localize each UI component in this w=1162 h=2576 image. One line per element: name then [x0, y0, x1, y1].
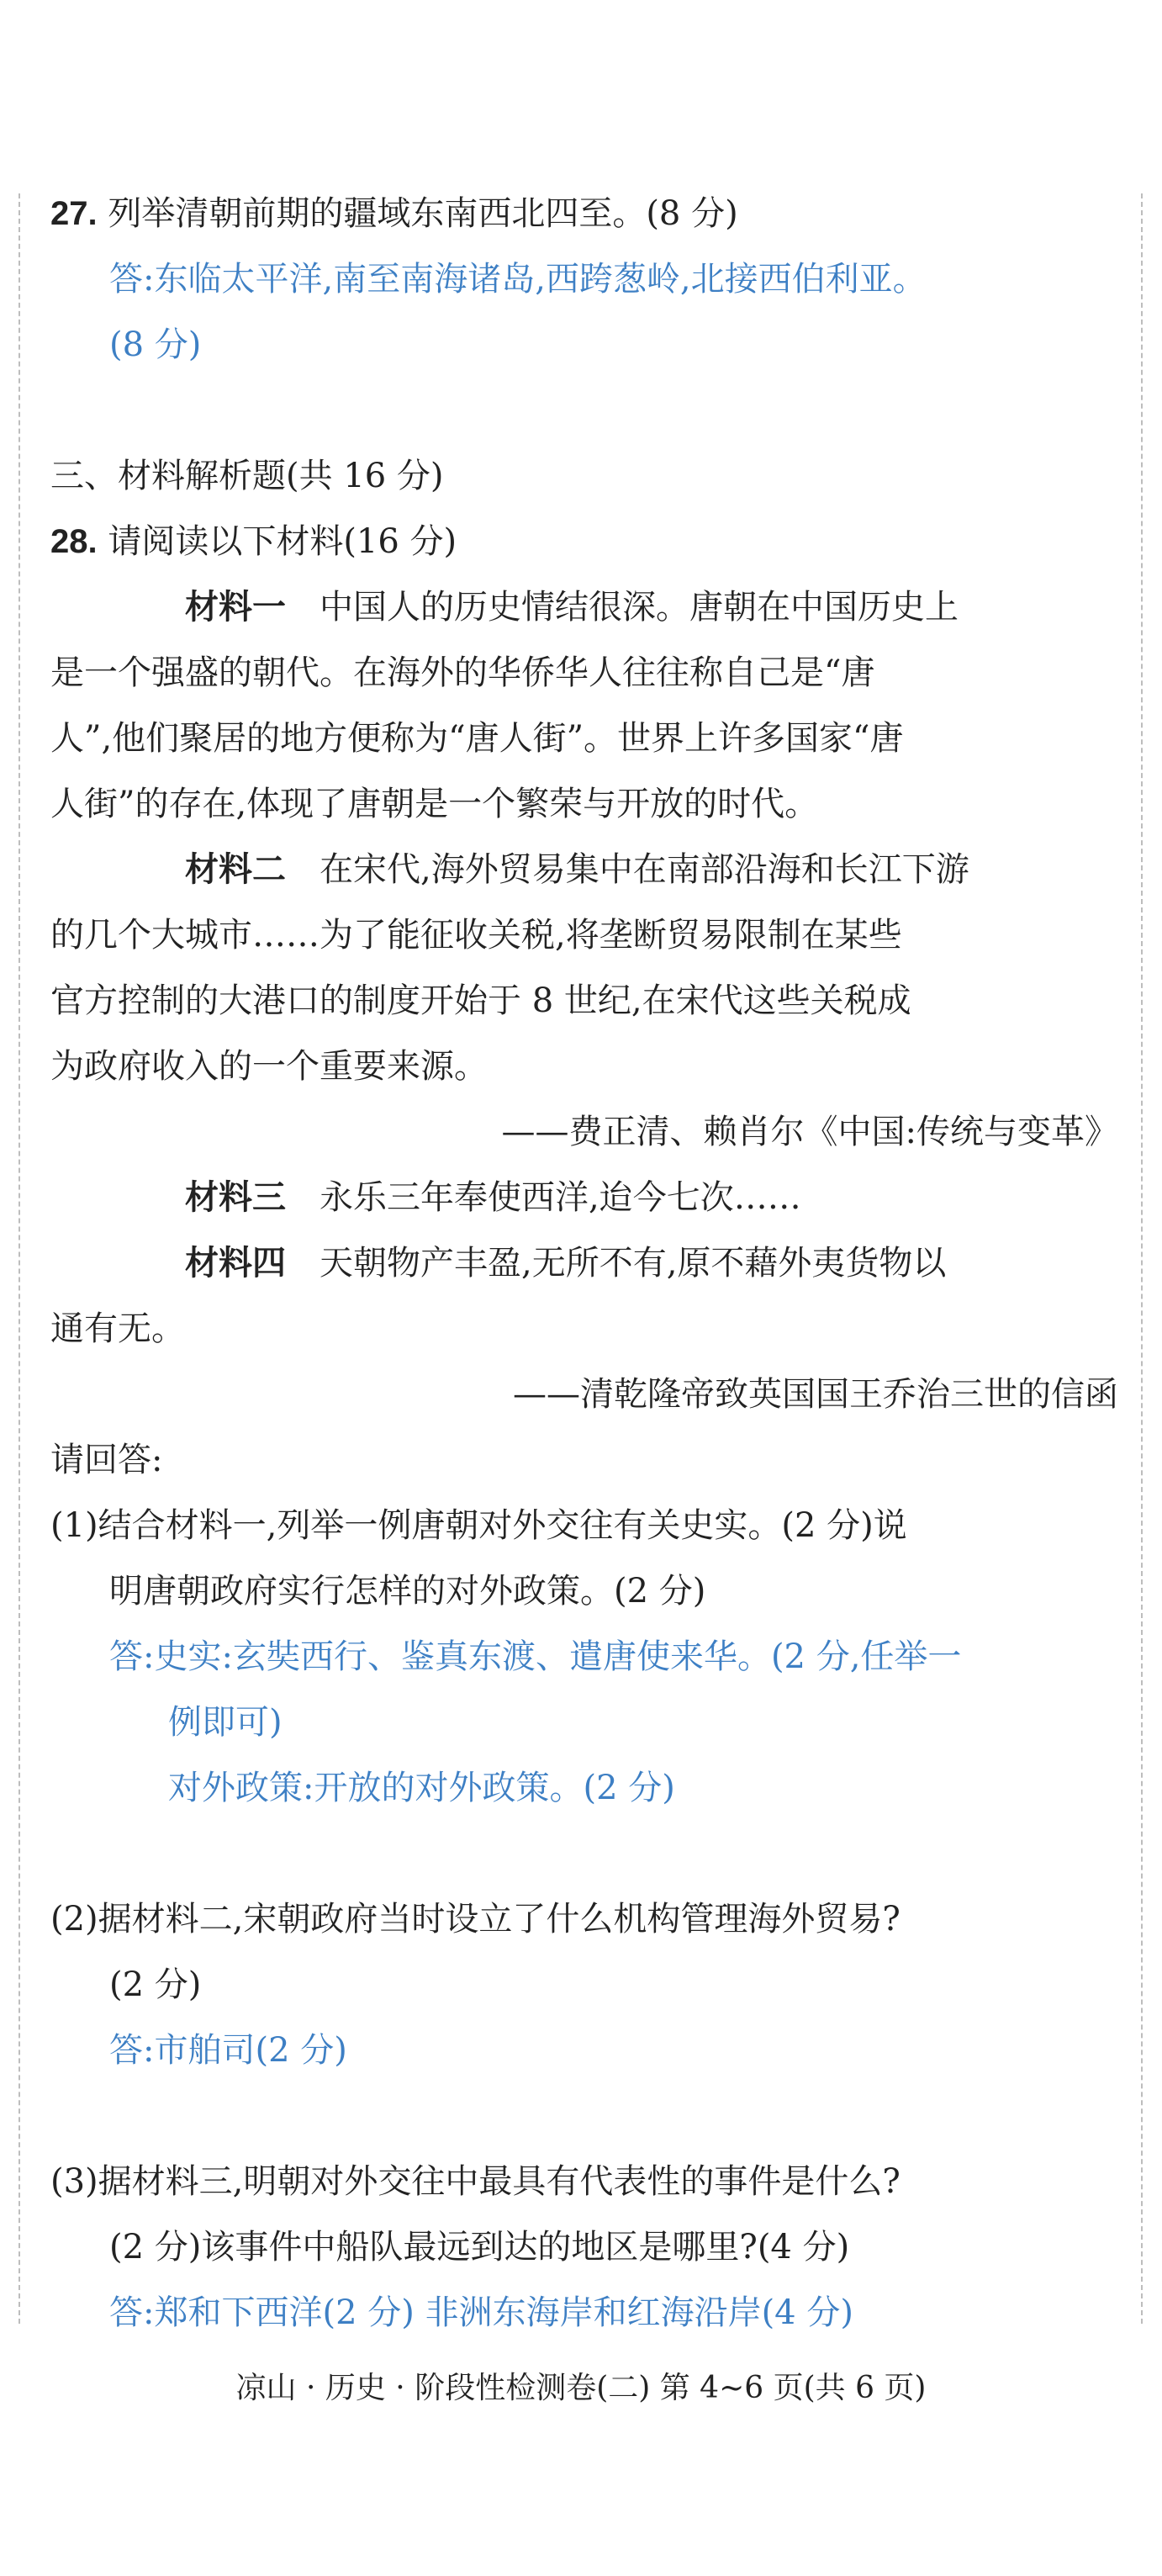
material1-text1: 中国人的历史情结很深。唐朝在中国历史上	[320, 588, 959, 627]
sub1-answer-line1: 答:史实:玄奘西行、鉴真东渡、遣唐使来华。(2 分,任举一	[109, 1637, 962, 1676]
material3-label: 材料三	[185, 1177, 286, 1217]
sub2-line2: (2 分)	[109, 1965, 202, 2004]
sub1-line1: (1)结合材料一,列举一例唐朝对外交往有关史实。(2 分)说	[50, 1506, 907, 1545]
material2-source: ——费正清、赖肖尔《中国:传统与变革》	[501, 1113, 1118, 1151]
material1-line4: 人街”的存在,体现了唐朝是一个繁荣与开放的时代。	[50, 785, 819, 823]
q27-number: 27.	[50, 195, 98, 232]
sub3-answer: 答:郑和下西洋(2 分) 非洲东海岸和红海沿岸(4 分)	[109, 2293, 853, 2332]
sub2-answer: 答:市舶司(2 分)	[109, 2031, 347, 2070]
page-content	[50, 181, 1118, 2346]
material3-line1	[50, 1165, 1118, 1230]
material2-line4: 为政府收入的一个重要来源。	[50, 1047, 488, 1086]
material3-text1: 永乐三年奉使西洋,迨今七次……	[320, 1178, 801, 1217]
sub1-answer-line2: 例即可)	[168, 1703, 283, 1742]
sub1-answer-line3: 对外政策:开放的对外政策。(2 分)	[168, 1769, 675, 1807]
sub2-line1: (2)据材料二,宋朝政府当时设立了什么机构管理海外贸易?	[50, 1900, 901, 1939]
q27-answer-line2: (8 分)	[109, 325, 202, 364]
binding-dash-right	[1141, 193, 1143, 2324]
q27-question-text: 列举清朝前期的疆域东南西北四至。(8 分)	[108, 194, 738, 233]
material1-line3: 人”,他们聚居的地方便称为“唐人街”。世界上许多国家“唐	[50, 719, 904, 758]
material1-line2: 是一个强盛的朝代。在海外的华侨华人往往称自己是“唐	[50, 653, 875, 692]
sub1-line2: 明唐朝政府实行怎样的对外政策。(2 分)	[109, 1572, 706, 1611]
q28-number: 28.	[50, 523, 98, 560]
q28-prompt-text: 请阅读以下材料(16 分)	[108, 522, 457, 561]
material2-line2: 的几个大城市……为了能征收关税,将垄断贸易限制在某些	[50, 916, 902, 955]
q27-question	[50, 181, 1118, 246]
sub3-line2: (2 分)该事件中船队最远到达的地区是哪里?(4 分)	[109, 2228, 850, 2267]
material2-text1: 在宋代,海外贸易集中在南部沿海和长江下游	[320, 850, 969, 889]
material2-line3: 官方控制的大港口的制度开始于 8 世纪,在宋代这些关税成	[50, 981, 911, 1020]
sub3-line1: (3)据材料三,明朝对外交往中最具有代表性的事件是什么?	[50, 2162, 901, 2201]
q28-prompt	[50, 509, 1118, 574]
material2-label: 材料二	[185, 849, 286, 889]
q27-answer-line1: 答:东临太平洋,南至南海诸岛,西跨葱岭,北接西伯利亚。	[109, 260, 927, 299]
material4-label: 材料四	[185, 1243, 286, 1283]
material4-line2: 通有无。	[50, 1309, 185, 1348]
material4-text1: 天朝物产丰盈,无所不有,原不藉外夷货物以	[320, 1244, 947, 1283]
page-footer: 凉山 · 历史 · 阶段性检测卷(二) 第 4~6 页(共 6 页)	[235, 2371, 927, 2405]
section3-heading: 三、材料解析题(共 16 分)	[50, 457, 444, 495]
answer-prompt: 请回答:	[50, 1441, 163, 1479]
material1-line1	[50, 574, 1118, 640]
material1-label: 材料一	[185, 587, 286, 627]
material4-line1	[50, 1230, 1118, 1296]
material4-source: ——清乾隆帝致英国国王乔治三世的信函	[513, 1375, 1118, 1414]
binding-dash-left	[18, 193, 20, 2324]
material2-line1	[50, 837, 1118, 902]
